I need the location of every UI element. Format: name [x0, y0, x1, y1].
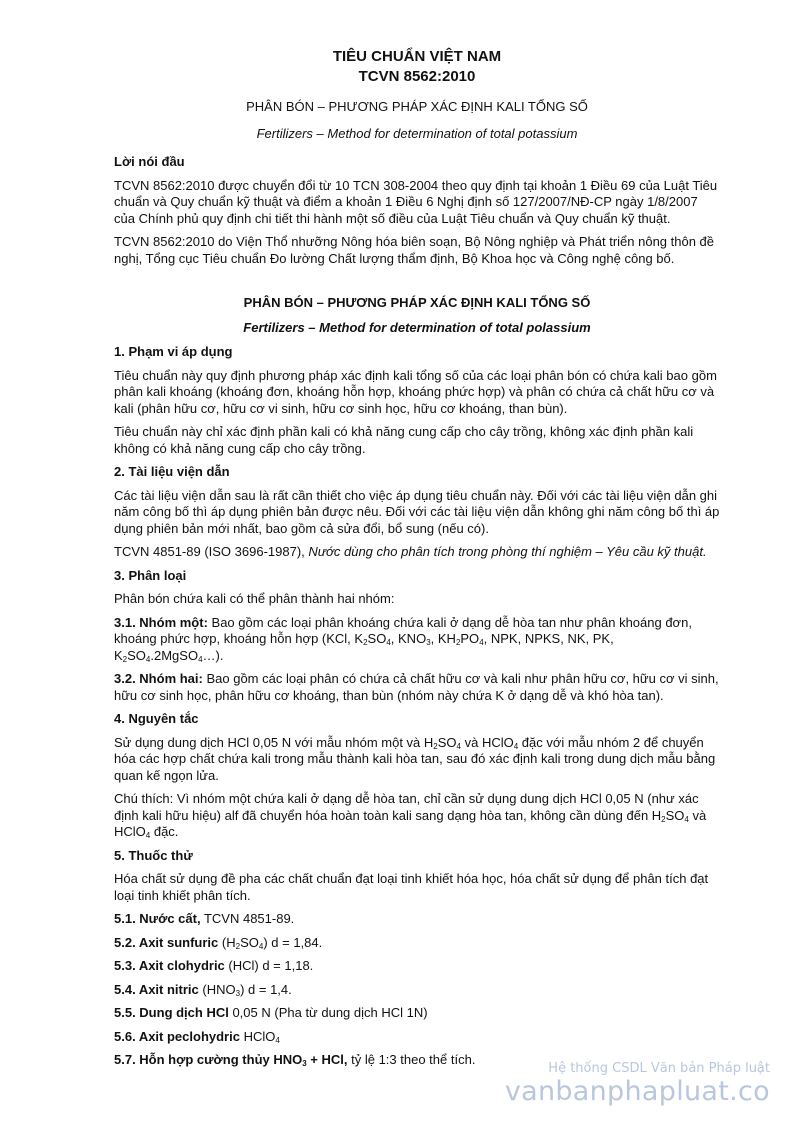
subscript: 4 [258, 941, 264, 951]
reagent-label [114, 1052, 348, 1067]
subscript: 3 [426, 638, 431, 647]
reagent-text: 0,05 N (Pha từ dung dịch HCl 1N) [228, 1005, 428, 1020]
reagent-label: 5.6. Axit peclohydric [114, 1028, 240, 1044]
subscript: 2 [433, 741, 438, 751]
reagent-text: (HCl) d = 1,18. [224, 958, 314, 973]
subscript: 2 [235, 941, 241, 951]
reagent-item-3 [114, 958, 720, 975]
watermark-line-2: vanbanphapluat.co [504, 1076, 770, 1107]
subscript: 4 [198, 654, 203, 664]
reagent-label-part: + HCl, [306, 1052, 348, 1067]
group-1-label: 3.1. Nhóm một: [114, 614, 208, 630]
reagent-label: 5.4. Axit nitric [114, 981, 199, 997]
foreword-heading: Lời nói đầu [114, 154, 185, 169]
principle-text: đặc với mẫu nhóm 2 để chuyển hóa các hợp chất chứa kali trong mẫu thành kali hòa tan, sau đó xác định kali trong dung dịch mẫu bằng quan kế ngọn lửa. [114, 734, 716, 783]
note-text: đặc. [150, 824, 179, 839]
document-page [114, 47, 720, 1076]
subscript: 4 [479, 638, 484, 647]
normative-reference [114, 544, 720, 561]
reagent-item-5 [114, 1005, 720, 1022]
section-1-paragraph-1: Tiêu chuẩn này quy định phương pháp xác định kali tổng số của các loại phân bón có chứa kali bao gồm phân kali khoáng (khoáng đơn, khoáng hỗn hợp, khoáng phức hợp) và phân có chứa cả chất hữu cơ và kali (phân hữu cơ, hữu cơ vi sinh, hữu cơ sinh học, hữu cơ khoáng, than bùn). [114, 367, 717, 416]
group-2-label: 3.2. Nhóm hai: [114, 671, 203, 686]
note-text: SO [665, 807, 685, 823]
subscript: 4 [513, 741, 519, 751]
document-title-vi: PHÂN BÓN – PHƯƠNG PHÁP XÁC ĐỊNH KALI TỔNG SỐ [243, 295, 591, 310]
group-1-paragraph [114, 615, 720, 665]
section-3-intro: Phân bón chứa kali có thể phân thành hai nhóm: [114, 591, 395, 606]
group-1-text: , NPK, NPKS, NK, PK, K [114, 631, 614, 663]
section-5-heading: 5. Thuốc thử [114, 847, 193, 863]
reagent-label: 5.2. Axit sunfuric [114, 934, 219, 950]
reagent-label: 5.1. Nước cất, [114, 911, 201, 926]
reagent-item-1 [114, 911, 720, 928]
reagent-text: (H [218, 934, 236, 950]
reagent-text: (HNO [198, 981, 236, 997]
note-text: và HClO [114, 807, 707, 839]
group-1-text: PO [460, 631, 480, 646]
group-1-text: Bao gồm các loại phân khoáng chứa kali ở dạng dễ hòa tan như phân khoáng đơn, khoáng phức hợp, khoáng hỗn hợp (KCl, K [114, 614, 692, 646]
document-title-en: Fertilizers – Method for determination of total polassium [243, 319, 591, 335]
section-2-paragraph-1: Các tài liệu viện dẫn sau là rất cần thiết cho việc áp dụng tiêu chuẩn này. Đối với các tài liệu viện dẫn ghi năm công bố thì áp dụng phiên bản được nêu. Đối với các tài liệu viện dẫn không ghi năm công bố thì áp dụng phiên bản mới nhất, bao gồm cả sửa đổi, bổ sung (nếu có). [114, 487, 720, 536]
subscript: 4 [684, 814, 689, 824]
reagent-text: ) d = 1,4. [240, 981, 292, 997]
group-2-paragraph [114, 671, 720, 704]
reference-code: TCVN 4851-89 (ISO 3696-1987), [114, 544, 309, 559]
header-title: TIÊU CHUẨN VIỆT NAM [332, 48, 502, 65]
reagent-text: SO [240, 934, 259, 950]
group-1-text: , KNO [390, 631, 427, 646]
site-watermark [505, 1061, 770, 1107]
reagent-label: 5.5. Dung dịch HCl [114, 1005, 229, 1020]
principle-note [114, 791, 720, 841]
reference-title: Nước dùng cho phân tích trong phòng thí nghiệm – Yêu cầu kỹ thuật. [308, 544, 707, 559]
subscript: 4 [145, 831, 151, 840]
section-3-heading: 3. Phân loại [114, 567, 187, 583]
section-1-paragraph-2: Tiêu chuẩn này chỉ xác định phần kali có khả năng cung cấp cho cây trồng, không xác định phần kali không có khả năng cung cấp cho cây trồng. [114, 424, 694, 456]
foreword-paragraph-1: TCVN 8562:2010 được chuyển đổi từ 10 TCN 308-2004 theo quy định tại khoản 1 Điều 69 của Luật Tiêu chuẩn và Quy chuẩn kỹ thuật và điểm a khoản 1 Điều 6 Nghị định số 127/2007/NĐ-CP ngày 1/8/2007 của Chính phủ quy định chi tiết thi hành một số điều của Luật Tiêu chuẩn và Quy chuẩn kỹ thuật. [114, 177, 718, 226]
reagent-label: 5.3. Axit clohydric [114, 958, 225, 973]
foreword-paragraph-2: TCVN 8562:2010 do Viện Thổ nhưỡng Nông hóa biên soạn, Bộ Nông nghiệp và Phát triển nông thôn đề nghị, Tổng cục Tiêu chuẩn Đo lường Chất lượng thẩm định, Bộ Khoa học và Công nghệ công bố. [114, 234, 715, 266]
group-1-text: …). [202, 647, 224, 663]
subscript: 4 [386, 638, 391, 647]
header-subtitle-en: Fertilizers – Method for determination of total potassium [256, 125, 578, 141]
subscript: 2 [661, 814, 666, 824]
header-subtitle-vi: PHÂN BÓN – PHƯƠNG PHÁP XÁC ĐỊNH KALI TỔNG SỐ [246, 99, 588, 114]
principle-paragraph [114, 735, 720, 785]
reagent-item-6 [114, 1029, 720, 1046]
reagent-item-2 [114, 935, 720, 952]
reagent-label-part: 5.7. Hỗn hợp cường thủy HNO [114, 1052, 303, 1067]
subscript: 4 [275, 1035, 280, 1045]
group-2-text: Bao gồm các loại phân có chứa cả chất hữu cơ và kali như phân hữu cơ, hữu cơ vi sinh, hữu cơ sinh học, phân hữu cơ khoáng, than bùn (nhóm này chứa K ở dạng dễ và khó hòa tan). [114, 671, 719, 703]
reagent-text: HClO [239, 1028, 276, 1044]
principle-text: Sử dụng dung dịch HCl 0,05 N với mẫu nhóm một và H [114, 734, 434, 750]
reagents-intro: Hóa chất sử dụng đề pha các chất chuẩn đạt loại tinh khiết hóa học, hóa chất sử dụng để phân tích đạt loại tinh khiết phân tích. [114, 871, 709, 903]
group-1-text: SO [367, 631, 387, 646]
reagent-text: tỷ lệ 1:3 theo thể tích. [347, 1052, 476, 1067]
subscript: 4 [145, 654, 151, 664]
section-1-heading: 1. Phạm vi áp dụng [114, 344, 233, 359]
subscript: 2 [455, 638, 461, 647]
subscript: 4 [456, 741, 461, 751]
group-1-text: .2MgSO [150, 647, 199, 663]
principle-text: và HClO [460, 734, 514, 750]
subscript: 3 [235, 988, 241, 998]
watermark-line-1: Hệ thống CSDL Văn bản Pháp luật [548, 1061, 770, 1076]
subscript: 2 [363, 638, 368, 647]
group-1-text: SO [127, 647, 146, 663]
section-2-heading: 2. Tài liệu viện dẫn [114, 464, 230, 479]
group-1-text: , KH [430, 631, 456, 646]
note-text: Chú thích: Vì nhóm một chứa kali ở dạng dễ hòa tan, chỉ cần sử dụng dung dịch HCl 0,05 N (như xác định kali hữu hiệu) alf đã chuyển hóa hoàn toàn kali sang dạng hòa tan, không cần dùng đến H [114, 791, 699, 823]
subscript: 3 [302, 1059, 307, 1068]
standard-header [114, 47, 720, 87]
principle-text: SO [437, 734, 457, 750]
standard-code: TCVN 8562:2010 [358, 68, 476, 85]
subscript: 2 [122, 654, 128, 664]
reagent-text: ) d = 1,84. [263, 934, 323, 950]
reagent-text: TCVN 4851-89. [200, 911, 295, 926]
section-4-heading: 4. Nguyên tắc [114, 711, 199, 726]
reagent-item-4 [114, 982, 720, 999]
